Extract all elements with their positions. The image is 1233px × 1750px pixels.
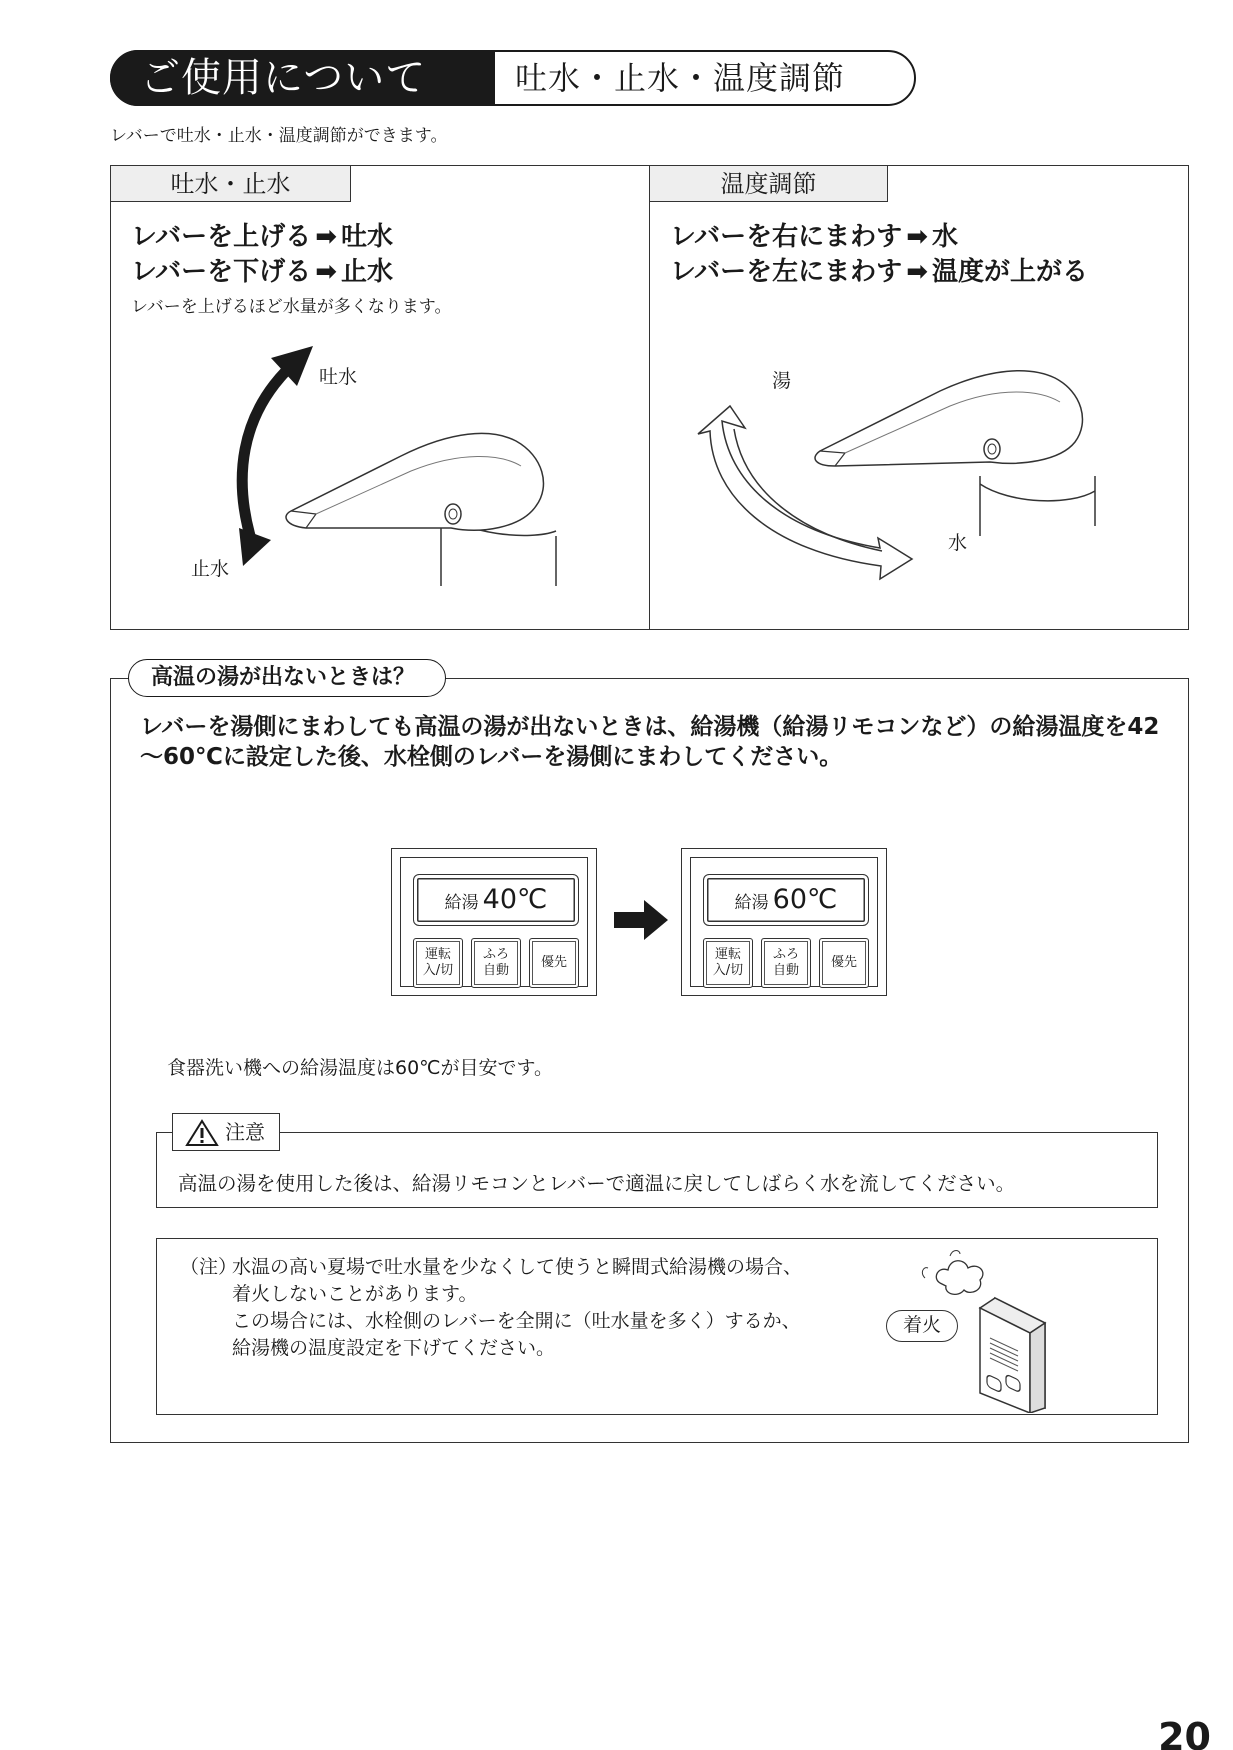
header-title: ご使用について: [110, 50, 495, 106]
remote-after-display: [703, 874, 869, 926]
btn-text: 自動: [772, 963, 799, 978]
temp-line-1-action: レバーを右にまわす: [670, 222, 903, 252]
panel-temperature: [650, 165, 1189, 630]
btn-text: 運転: [714, 947, 741, 962]
temp-line-2-result: 温度が上がる: [931, 257, 1088, 287]
btn-text: ふろ: [772, 947, 799, 962]
faucet-lever-icon: [815, 371, 1082, 466]
remote-before-label: 給湯: [444, 893, 479, 913]
lever-rotate-illustration: [650, 166, 1189, 631]
flow-line-2-action: レバーを下げる: [131, 257, 312, 287]
flow-line-1-action: レバーを上げる: [131, 222, 312, 252]
right-arrow-icon: ➡: [906, 257, 928, 287]
btn-text: 入/切: [422, 963, 454, 978]
btn-text: 優先: [830, 955, 857, 970]
note-line-1: 水温の高い夏場で吐水量を少なくして使うと瞬間式給湯機の場合、: [232, 1256, 803, 1278]
flow-curve-arrow-icon: [242, 371, 286, 546]
right-arrow-icon: ➡: [906, 222, 928, 252]
btn-text: 入/切: [712, 963, 744, 978]
btn-text: 運転: [424, 947, 451, 962]
right-arrow-icon: ➡: [315, 257, 337, 287]
page-header: [110, 50, 920, 108]
temp-line-2-action: レバーを左にまわす: [670, 257, 903, 287]
note-line-3: この場合には、水栓側のレバーを全開に（吐水量を多く）するか、: [232, 1310, 801, 1332]
remote-before-priority-button: [529, 938, 579, 988]
remote-after-label: 給湯: [734, 893, 769, 913]
page-number: 20: [1158, 1715, 1211, 1750]
hot-water-text: レバーを湯側にまわしても高温の湯が出ないときは、給湯機（給湯リモコンなど）の給湯温度を42～60℃に設定した後、水栓側のレバーを湯側にまわしてください。: [140, 714, 1160, 770]
remote-before-display: [413, 874, 579, 926]
right-arrow-icon: ➡: [315, 222, 337, 252]
panel-temperature-tab: 温度調節: [650, 166, 888, 202]
transition-arrow-icon: [614, 900, 670, 940]
remote-before-frame: [400, 857, 588, 987]
note-prefix: （注）: [180, 1256, 238, 1278]
temp-label-hot: 湯: [772, 370, 792, 392]
remote-after-bath-button: [761, 938, 811, 988]
btn-text: 自動: [482, 963, 509, 978]
remote-after-power-button: [703, 938, 753, 988]
remote-before: [391, 848, 597, 996]
flow-label-off: 止水: [191, 558, 230, 580]
btn-text: ふろ: [482, 947, 509, 962]
temp-line-1-result: 水: [931, 222, 958, 252]
panel-flow-tab: 吐水・止水: [111, 166, 351, 202]
caution-tab: [172, 1113, 280, 1151]
flow-line-1-result: 吐水: [340, 222, 393, 252]
flow-note: レバーを上げるほど水量が多くなります。: [131, 297, 452, 317]
btn-text: 優先: [540, 955, 567, 970]
faucet-lever-icon: [286, 433, 543, 530]
warning-triangle-icon: [185, 1119, 219, 1147]
ignition-label: 着火: [886, 1310, 958, 1342]
caution-text: 高温の湯を使用した後は、給湯リモコンとレバーで適温に戻してしばらく水を流してください。: [178, 1172, 1016, 1195]
dishwasher-note: 食器洗い機への給湯温度は60℃が目安です。: [167, 1057, 553, 1079]
remote-after-temp: 60℃: [772, 884, 838, 915]
remote-before-power-button: [413, 938, 463, 988]
temp-label-cold: 水: [948, 532, 968, 554]
ignition-smoke-icon: [936, 1261, 983, 1295]
caution-label: 注意: [225, 1120, 265, 1144]
header-subtitle: 吐水・止水・温度調節: [515, 59, 846, 97]
panel-flow: [110, 165, 650, 630]
remote-before-temp: 40℃: [482, 884, 548, 915]
remote-after-frame: [690, 857, 878, 987]
remote-after: [681, 848, 887, 996]
flow-line-2-result: 止水: [340, 257, 393, 287]
remote-after-priority-button: [819, 938, 869, 988]
note-line-4: 給湯機の温度設定を下げてください。: [232, 1337, 556, 1359]
remote-before-bath-button: [471, 938, 521, 988]
flow-label-on: 吐水: [319, 366, 358, 388]
hot-water-title: 高温の湯が出ないときは？: [128, 659, 446, 697]
note-line-2: 着火しないことがあります。: [232, 1283, 478, 1305]
intro-text: レバーで吐水・止水・温度調節ができます。: [110, 126, 448, 146]
